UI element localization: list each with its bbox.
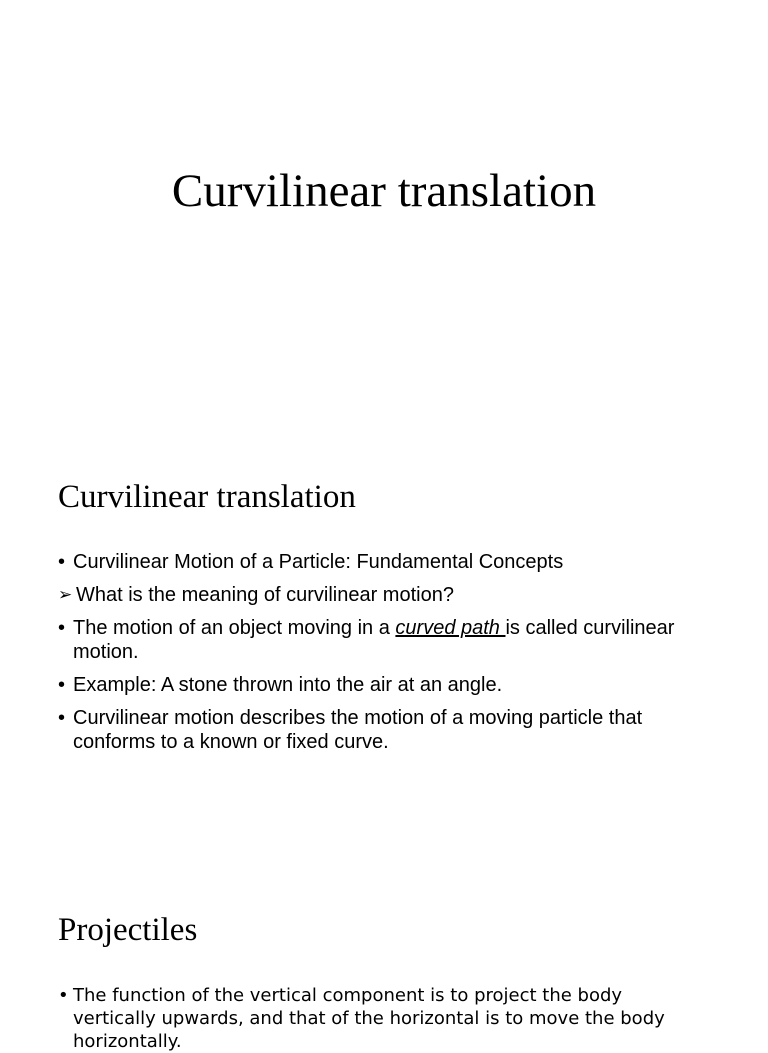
bullet-dot-icon: •	[58, 551, 66, 573]
bullet-text: Curvilinear Motion of a Particle: Fundamental Concepts	[73, 551, 564, 573]
slide-projectiles	[0, 862, 768, 1052]
bullet-item	[58, 550, 718, 574]
bullet-text: Curvilinear motion describes the motion of a moving particle that conforms to a known or fixed curve.	[73, 707, 643, 753]
bullet-item	[58, 673, 718, 697]
bullet-text: The function of the vertical component is to project the body vertically upwards, and that of the horizontal is to move the body horizontally.	[73, 985, 665, 1052]
bullet-text: Example: A stone thrown into the air at an angle.	[73, 674, 503, 696]
slide-heading: Projectiles	[58, 912, 198, 948]
bullet-dot-icon: •	[58, 985, 69, 1006]
bullet-item	[58, 583, 718, 607]
bullet-dot-icon: •	[58, 674, 66, 696]
bullet-dot-icon: •	[58, 617, 66, 639]
slide-title-text: Curvilinear translation	[171, 165, 597, 217]
bullet-dot-icon: •	[58, 707, 66, 729]
bullet-list	[58, 984, 678, 1053]
bullet-text: is called curvilinear motion.	[73, 617, 675, 663]
arrow-bullet-icon: ➢	[58, 585, 73, 604]
bullet-item	[58, 706, 718, 754]
bullet-list	[58, 550, 718, 763]
slide-curvilinear-translation	[0, 430, 768, 862]
emphasized-text: curved path	[395, 617, 506, 639]
slide-title	[0, 0, 768, 430]
bullet-item	[58, 616, 718, 664]
slide-heading: Curvilinear translation	[58, 479, 356, 515]
bullet-text: The motion of an object moving in a	[73, 617, 396, 639]
bullet-text: What is the meaning of curvilinear motion?	[76, 584, 454, 606]
bullet-item	[58, 984, 678, 1053]
